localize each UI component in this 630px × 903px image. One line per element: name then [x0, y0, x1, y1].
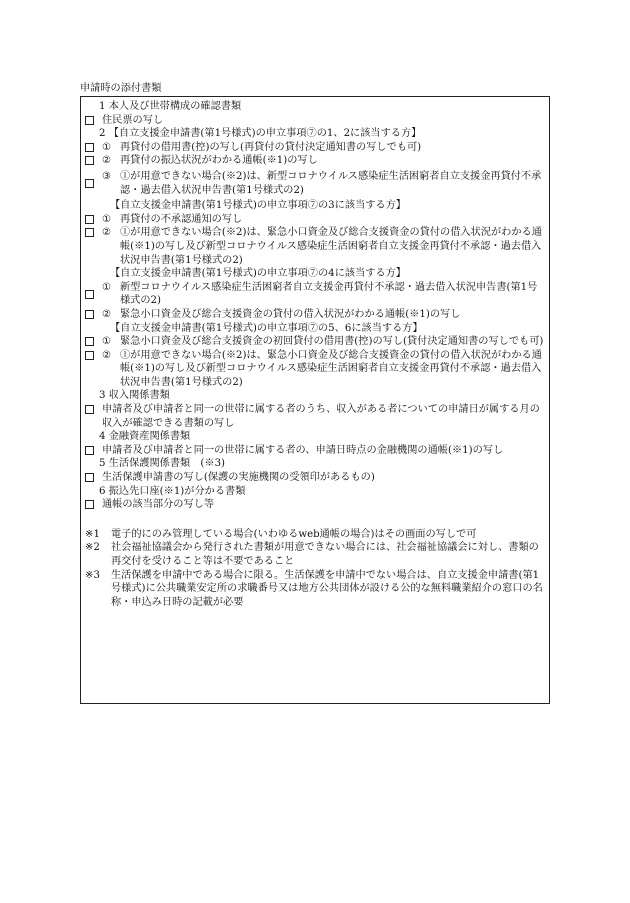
- item-text: 申請者及び申請者と同一の世帯に属する者のうち、収入がある者についての申請日が属する月の収入が確認できる書類の写し: [102, 404, 540, 429]
- checklist-item-2d-1: [85, 335, 545, 349]
- checklist-item-2d-2: [85, 349, 545, 390]
- checklist-item-2-3: [85, 170, 545, 197]
- checklist-item-2c-1: [85, 281, 545, 308]
- checkbox[interactable]: [85, 290, 94, 299]
- footnote-mark: ※2: [85, 542, 101, 554]
- checkbox[interactable]: [85, 446, 94, 455]
- item-text: 緊急小口資金及び総合支援資金の貸付の借入状況がわかる通帳(※1)の写し: [120, 308, 461, 320]
- footnotes: [85, 528, 545, 610]
- checklist-item-2c-2: [85, 308, 545, 322]
- item-number: ③: [102, 170, 112, 182]
- checkbox[interactable]: [85, 351, 94, 360]
- item-text: 緊急小口資金及び総合支援資金の初回貸付の借用書(控)の写し(貸付決定通知書の写しでも可): [120, 336, 544, 348]
- footnote-text: 社会福祉協議会から発行された書類が用意できない場合には、社会福祉協議会に対し、書類の再交付を受けること等は不要であること: [111, 542, 539, 567]
- section-2-heading: 2 【自立支援金申請書(第1号様式)の申立事項⑦の1、2に該当する方】: [99, 128, 422, 140]
- checkbox[interactable]: [85, 179, 94, 188]
- item-number: ②: [102, 308, 112, 320]
- checkbox[interactable]: [85, 310, 94, 319]
- section-3-heading: 3 収入関係書類: [99, 390, 170, 402]
- item-text: 再貸付の不承認通知の写し: [120, 213, 243, 225]
- footnote-mark: ※1: [85, 528, 101, 540]
- item-number: ②: [102, 155, 112, 167]
- item-text: ①が用意できない場合(※2)は、緊急小口資金及び総合支援資金の貸付の借入状況がわかる通帳(※1)の写し及び新型コロナウイルス感染症生活困窮者自立支援金再貸付不承認・過去借入状況申告書(第1号様式の2): [120, 349, 542, 388]
- footnote-3: [85, 569, 545, 610]
- item-text: 再貸付の振込状況がわかる通帳(※1)の写し: [120, 155, 318, 167]
- checklist-item-2b-2: [85, 226, 545, 267]
- checklist-item-2b-1: [85, 213, 545, 227]
- checkbox[interactable]: [85, 116, 94, 125]
- item-number: ①: [102, 281, 112, 293]
- footnote-mark: ※3: [85, 569, 101, 581]
- item-text: ①が用意できない場合(※2)は、新型コロナウイルス感染症生活困窮者自立支援金再貸付不承認・過去借入状況申告書(第1号様式の2): [120, 170, 542, 196]
- footnote-text: 生活保護を申請中である場合に限る。生活保護を申請中でない場合は、自立支援金申請書(第1号様式)に公共職業安定所の求職番号又は地方公共団体が設ける公的な無料職業紹介の窓口の名称・申込み日時の記載が必要: [111, 569, 543, 608]
- item-number: ②: [102, 349, 112, 361]
- item-text: 通帳の該当部分の写し等: [102, 499, 215, 511]
- checklist-item-bank-account: [85, 498, 545, 512]
- item-text: 再貸付の借用書(控)の写し(再貸付の貸付決定通知書の写しでも可): [120, 141, 422, 153]
- item-text: 新型コロナウイルス感染症生活困窮者自立支援金再貸付不承認・過去借入状況申告書(第1号様式の2): [120, 281, 538, 307]
- attachment-document-list: [80, 96, 550, 704]
- item-number: ①: [102, 141, 112, 153]
- checklist-item-income: [85, 403, 545, 430]
- footnote-2: [85, 541, 545, 568]
- section-2b-heading: 【自立支援金申請書(第1号様式)の申立事項⑦の3に該当する方】: [110, 200, 406, 212]
- item-text: 申請者及び申請者と同一の世帯に属する者の、申請日時点の金融機関の通帳(※1)の写し: [102, 444, 504, 456]
- footnote-text: 電子的にのみ管理している場合(いわゆるweb通帳の場合)はその画面の写しで可: [111, 528, 477, 540]
- section-1-heading: 1 本人及び世帯構成の確認書類: [99, 101, 242, 112]
- checkbox[interactable]: [85, 405, 94, 414]
- checkbox[interactable]: [85, 156, 94, 165]
- item-text: 住民票の写し: [102, 114, 164, 126]
- footnote-1: [85, 528, 545, 542]
- checklist-item-resident-card: [85, 114, 545, 128]
- item-text: ①が用意できない場合(※2)は、緊急小口資金及び総合支援資金の貸付の借入状況がわかる通帳(※1)の写し及び新型コロナウイルス感染症生活困窮者自立支援金再貸付不承認・過去借入状況申告書(第1号様式の2): [120, 227, 542, 266]
- section-2d-heading: 【自立支援金申請書(第1号様式)の申立事項⑦の5、6に該当する方】: [110, 322, 423, 334]
- checklist-item-financial-assets: [85, 444, 545, 458]
- section-5-heading: 5 生活保護関係書類 (※3): [99, 458, 226, 470]
- checkbox[interactable]: [85, 215, 94, 224]
- item-text: 生活保護申請書の写し(保護の実施機関の受領印があるもの): [102, 472, 375, 484]
- checkbox[interactable]: [85, 473, 94, 482]
- checkbox[interactable]: [85, 143, 94, 152]
- section-6-heading: 6 振込先口座(※1)が分かる書類: [99, 485, 246, 497]
- checkbox[interactable]: [85, 500, 94, 509]
- section-2c-heading: 【自立支援金申請書(第1号様式)の申立事項⑦の4に該当する方】: [110, 268, 406, 280]
- item-number: ①: [102, 336, 112, 348]
- checkbox[interactable]: [85, 337, 94, 346]
- page-title: 申請時の添付書類: [80, 83, 162, 94]
- item-number: ②: [102, 227, 112, 239]
- checkbox[interactable]: [85, 228, 94, 237]
- checklist-item-welfare: [85, 471, 545, 485]
- section-4-heading: 4 金融資産関係書類: [99, 431, 191, 443]
- checklist-item-2-2: [85, 154, 545, 168]
- item-number: ①: [102, 213, 112, 225]
- checklist-item-2-1: [85, 141, 545, 155]
